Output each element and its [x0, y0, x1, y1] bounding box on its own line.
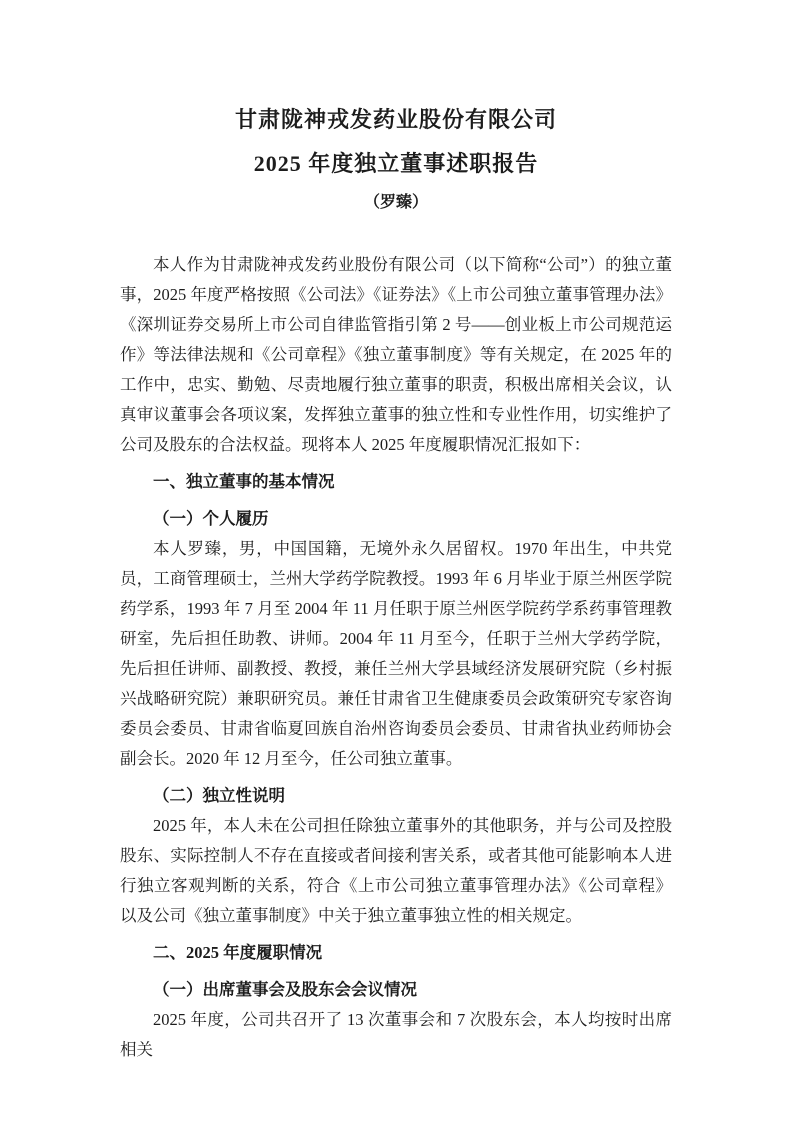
section-heading: （一）出席董事会及股东会会议情况 [153, 980, 417, 999]
section-heading: 二、2025 年度履职情况 [153, 943, 323, 962]
paragraph: 本人罗臻，男，中国国籍，无境外永久居留权。1970 年出生，中共党员，工商管理硕士，兰州大学药学院教授。1993 年 6 月毕业于原兰州医学院药学系，1993 年 7 月至 2004 年 11 月任职于原兰州医学院药学系药事管理教研室，先后担任助教、讲师。2004 年 11 月至今，任职于兰州大学药学院，先后担任讲师、副教授、教授，兼任兰州大学县域经济发展研究院（乡村振兴战略研究院）兼职研究员。兼任甘肃省卫生健康委员会政策研究专家咨询委员会委员、甘肃省临夏回族自治州咨询委员会委员、甘肃省执业药师协会副会长。2020 年 12 月至今，任公司独立董事。 [120, 539, 672, 768]
document-title-company: 甘肃陇神戎发药业股份有限公司 [234, 107, 557, 132]
paragraph: 本人作为甘肃陇神戎发药业股份有限公司（以下简称“公司”）的独立董事，2025 年度严格按照《公司法》《证券法》《上市公司独立董事管理办法》《深圳证券交易所上市公司自律监管指引第 2 号——创业板上市公司规范运作》等法律法规和《公司章程》《独立董事制度》等有关规定，在 2025 年的工作中，忠实、勤勉、尽责地履行独立董事的职责，积极出席相关会议，认真审议董事会各项议案，发挥独立董事的独立性和专业性作用，切实维护了公司及股东的合法权益。现将本人 2025 年度履职情况汇报如下： [120, 255, 672, 454]
document-author-name: （罗臻） [363, 194, 428, 211]
section-heading: 一、独立董事的基本情况 [153, 472, 335, 491]
paragraph: 2025 年，本人未在公司担任除独立董事外的其他职务，并与公司及控股股东、实际控制人不存在直接或者间接利害关系，或者其他可能影响本人进行独立客观判断的关系，符合《上市公司独立董事管理办法》《公司章程》以及公司《独立董事制度》中关于独立董事独立性的相关规定。 [120, 816, 672, 925]
section-heading: （一）个人履历 [153, 509, 269, 528]
paragraph: 2025 年度，公司共召开了 13 次董事会和 7 次股东会，本人均按时出席相关 [120, 1010, 672, 1059]
section-heading: （二）独立性说明 [153, 786, 285, 805]
document-body [120, 250, 672, 1065]
document-title-report: 2025 年度独立董事述职报告 [253, 151, 539, 176]
